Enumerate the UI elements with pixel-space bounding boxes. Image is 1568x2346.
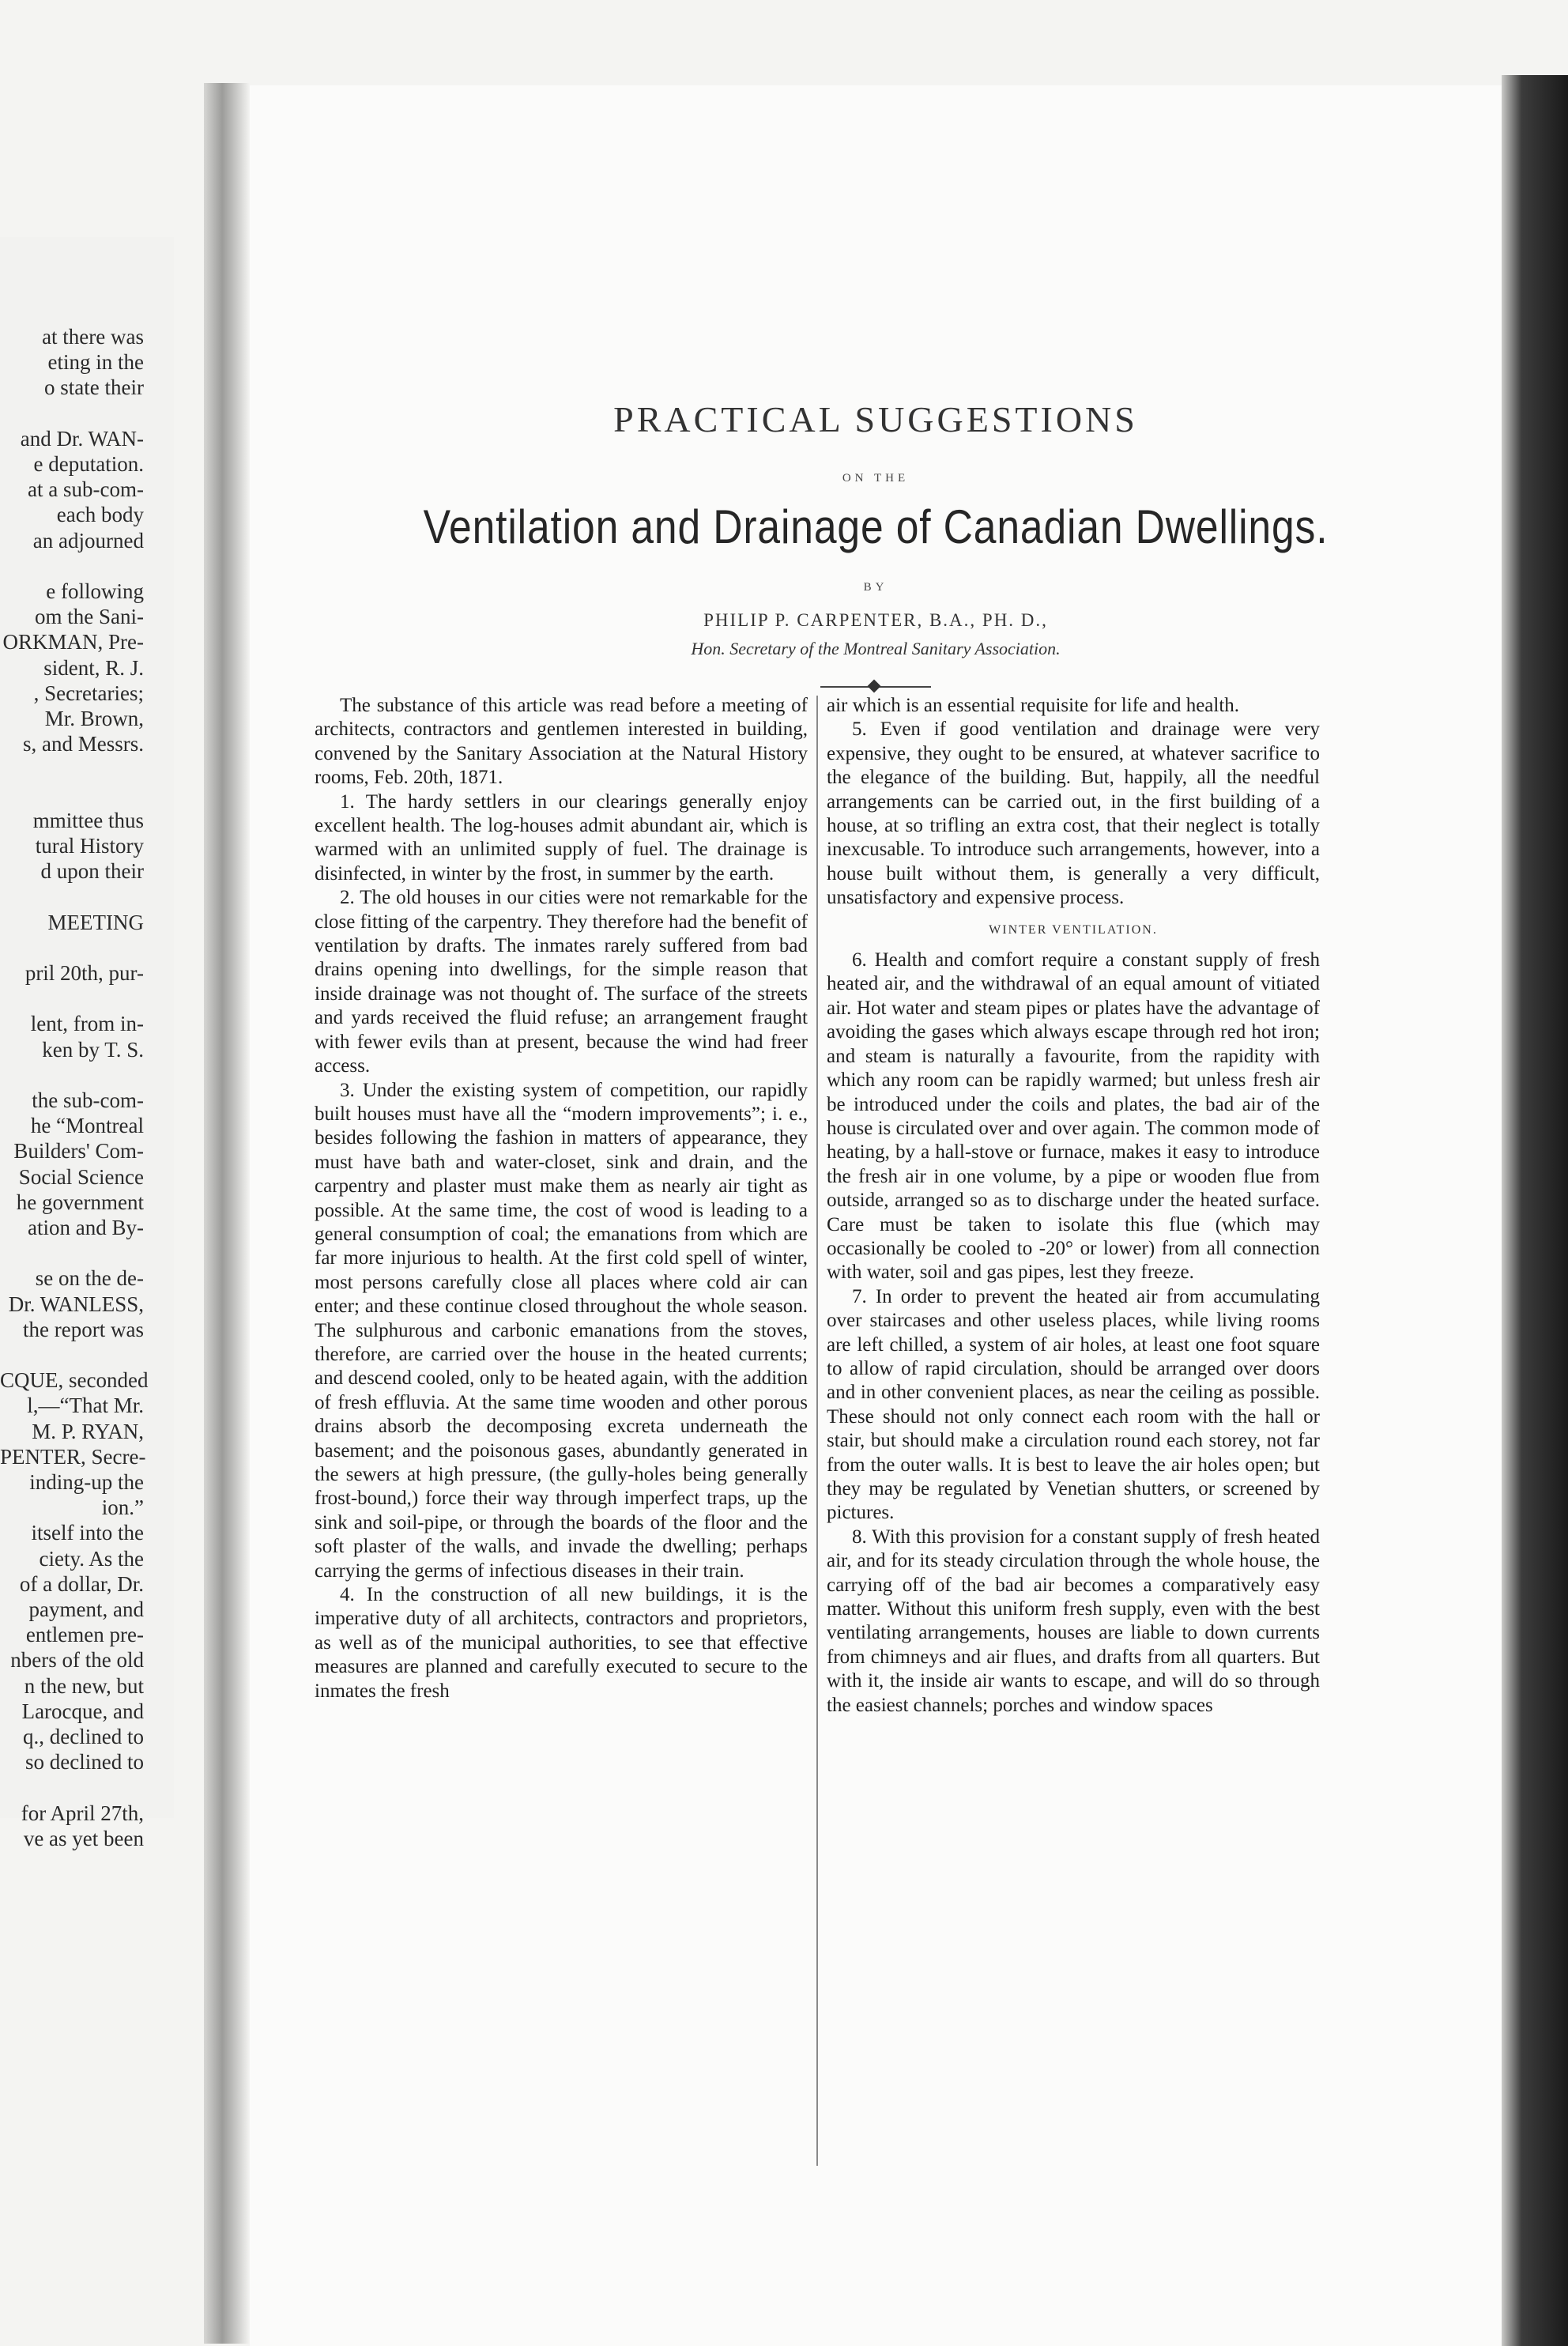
fragment-line: om the Sani- — [35, 605, 144, 629]
paragraph: 5. Even if good ventilation and drainage were very expensive, they ought to be ensured, at whatever sacrifice to the elegance of the building. But, happily, all the needful arrangements can be carried out, in the first building of a house, at so trifling an extra cost, that their neglect is totally inexcusable. To introduce such arrangements, however, into a house built without them, is generally a very difficult, unsatisfactory and expensive process. — [827, 719, 1320, 909]
fragment-line: Dr. WANLESS, — [8, 1292, 144, 1316]
section-heading: WINTER VENTILATION. — [989, 922, 1158, 937]
fragment-line: , Secretaries; — [33, 681, 144, 705]
article-title: PRACTICAL SUGGESTIONS — [613, 399, 1138, 439]
paragraph: 1. The hardy settlers in our clearings generally enjoy excellent health. The log-houses admit abundant air, which is warmed with an unlimited supply of fuel. The drainage is disinfected, in winter by the frost, in summer by the earth. — [315, 790, 808, 884]
fragment-line: Mr. Brown, — [44, 707, 144, 730]
fragment-line: nbers of the old — [10, 1648, 144, 1673]
fragment-line: at a sub-com- — [28, 477, 144, 502]
fragment-line: mmittee thus — [32, 808, 144, 832]
fragment-line: lent, from in- — [30, 1012, 144, 1036]
article-header — [250, 315, 1502, 688]
fragment-line: l,—“That Mr. — [27, 1394, 144, 1418]
fragment-line: the sub-com- — [32, 1088, 144, 1112]
fragment-line: entlemen pre- — [25, 1623, 144, 1647]
fragment-line: he “Montreal — [30, 1114, 144, 1138]
fragment-line: d upon their — [40, 859, 144, 884]
fragment-line: n the new, but — [24, 1673, 144, 1698]
article-column-left — [315, 694, 808, 1703]
fragment-line: ken by T. S. — [42, 1037, 144, 1062]
paragraph: 2. The old houses in our cities were not remarkable for the close fitting of the carpentry. They therefore had the benefit of ventilation by drafts. The inmates rarely suffered from bad drains opening into dwellings, for the simple reason that inside drainage was not thought of. The surface of the streets and yards received the fluid refuse; an arrangement fraught with fewer evils than at present, because the wind had freer access. — [315, 887, 808, 1077]
fragment-line: and Dr. WAN- — [20, 426, 144, 451]
article-subtitle: Ventilation and Drainage of Canadian Dwellings. — [423, 500, 1329, 553]
paragraph: 6. Health and comfort require a constant supply of fresh heated air, and the withdrawal of an equal amount of vitiated air. Hot water and steam pipes or plates have the advantage of avoiding the gases which always escape through red hot iron; and steam is naturally a favourite, from the rapidity with which any room can be rapidly warmed; but unless fresh air be introduced under the coils and plates, the bad air of the house is circulated over and over again. The common mode of heating, by a hall-stove or furnace, makes it easy to introduce the fresh air in one volume, by a pipe or wooden flue from outside, arranged so as to discharge under the heated surface. Care must be taken to isolate this flue (which may occasionally be cooled to -20° or lower) from all connection with water, soil and gas pipes, lest they freeze. — [827, 949, 1320, 1284]
fragment-line: eting in the — [47, 350, 144, 375]
paragraph: 4. In the construction of all new buildings, it is the imperative duty of all architects, contractors and proprietors, as well as of the municipal authorities, to see that effective measures are planned and carefully executed to secure to the inmates the fresh — [315, 1584, 808, 1702]
book-gutter — [204, 83, 250, 2344]
fragment-line: of a dollar, Dr. — [19, 1571, 144, 1596]
fragment-line: each body — [56, 503, 144, 527]
fragment-line: Larocque, and — [21, 1699, 144, 1723]
fragment-line: Builders' Com- — [13, 1139, 144, 1164]
paragraph: air which is an essential requisite for life and health. — [827, 695, 1240, 716]
ornamental-divider — [820, 686, 931, 688]
fragment-line: ation and By- — [28, 1216, 144, 1239]
paragraph: 8. With this provision for a constant supply of fresh heated air, and for its steady circulation through the whole house, the carrying off of the bad air becomes a comparatively easy matter. Without this uniform fresh supply, even with the best ventilating arrangements, houses are liable to down currents from chimneys and air flues, and drafts from all quarters. But with it, the inside air wants to escape, and will do so through the easiest channels; porches and window spaces — [827, 1526, 1320, 1716]
fragment-line: s, and Messrs. — [23, 732, 144, 756]
fragment-line: tural History — [35, 834, 144, 858]
paragraph: 3. Under the existing system of competition, our rapidly built houses must have all the “modern improvements”; i. e., besides following the fashion in matters of appearance, they must have bath and water-closet, sink and drain, and the carpentry and plaster must make them as nearly air tight as possible. At the same time, the cost of wood is leading to a general consumption of coal; the emanations from which are far more injurious to health. At the first cold spell of winter, most persons carefully close all places where cold air can enter; and these continue closed throughout the whole season. The sulphurous and carbonic emanations from the stoves, therefore, are carried over the house in the heated currents; and descend cooled, only to be heated again, with the addition of fresh effluvia. At the same time wooden and other porous drains absorb the decomposing excreta underneath the basement; and the poisonous gases, abundantly generated in the sewers at high pressure, (the gully-holes being generally frost-bound,) force their way through imperfect traps, up the sink and soil-pipe, or through the boards of the floor and the soft plaster of the walls, and invade the dwelling; perhaps carrying the germs of infectious diseases in their train. — [315, 1079, 808, 1582]
fragment-line: Social Science — [18, 1164, 144, 1189]
fragment-line: e following — [46, 579, 144, 603]
fragment-line: for April 27th, — [21, 1801, 144, 1825]
left-page-fragment — [0, 237, 174, 1850]
scan-edge — [1502, 75, 1568, 2346]
fragment-line: MEETING — [47, 910, 144, 934]
fragment-line: so declined to — [25, 1750, 144, 1775]
fragment-line: pril 20th, pur- — [24, 961, 144, 985]
article-column-right — [827, 694, 1320, 1718]
fragment-line: se on the de- — [35, 1266, 144, 1291]
fragment-line: an adjourned — [32, 528, 144, 553]
fragment-line: itself into the — [31, 1521, 144, 1545]
paragraph: The substance of this article was read before a meeting of architects, contractors and gentlemen interested in building, convened by the Sanitary Association at the Natural History rooms, Feb. 20th, 1871. — [315, 695, 808, 789]
author-name: PHILIP P. CARPENTER, B.A., PH. D., — [703, 610, 1048, 630]
fragment-line: payment, and — [28, 1597, 144, 1621]
paragraph: 7. In order to prevent the heated air from accumulating over staircases and other useless places, while living rooms are left chilled, a system of air holes, at least one foot square to allow of rapid circulation, should be arranged over doors and in other convenient places, as near the ceiling as possible. These should not only connect each room with the hall or stair, but should make a circulation round each storey, not far from the outer walls. It is best to leave the air holes open; but they may be regulated by Venetian shutters, or screened by pictures. — [827, 1285, 1320, 1524]
diamond-ornament-icon — [868, 680, 881, 693]
fragment-line: PENTER, Secre- — [0, 1444, 146, 1469]
fragment-line: CQUE, seconded — [0, 1368, 149, 1393]
fragment-line: ciety. As the — [39, 1546, 144, 1571]
fragment-line: at there was — [42, 325, 144, 349]
author-affiliation: Hon. Secretary of the Montreal Sanitary Association. — [691, 639, 1061, 658]
column-rule — [816, 696, 818, 2166]
fragment-line: ve as yet been — [23, 1826, 144, 1850]
fragment-line: o state their — [44, 375, 144, 400]
page — [250, 85, 1502, 2346]
fragment-line: ORKMAN, Pre- — [2, 630, 144, 654]
fragment-line: q., declined to — [23, 1725, 144, 1748]
fragment-line: e deputation. — [33, 452, 144, 476]
title-connector: ON THE — [842, 472, 910, 485]
fragment-line: the report was — [23, 1317, 144, 1341]
fragment-line: inding-up the — [29, 1470, 144, 1494]
byline-label: BY — [863, 581, 888, 594]
fragment-line: ion.” — [101, 1495, 144, 1520]
fragment-line: he government — [16, 1190, 144, 1214]
fragment-line: sident, R. J. — [43, 655, 144, 680]
fragment-line: M. P. RYAN, — [32, 1419, 144, 1443]
